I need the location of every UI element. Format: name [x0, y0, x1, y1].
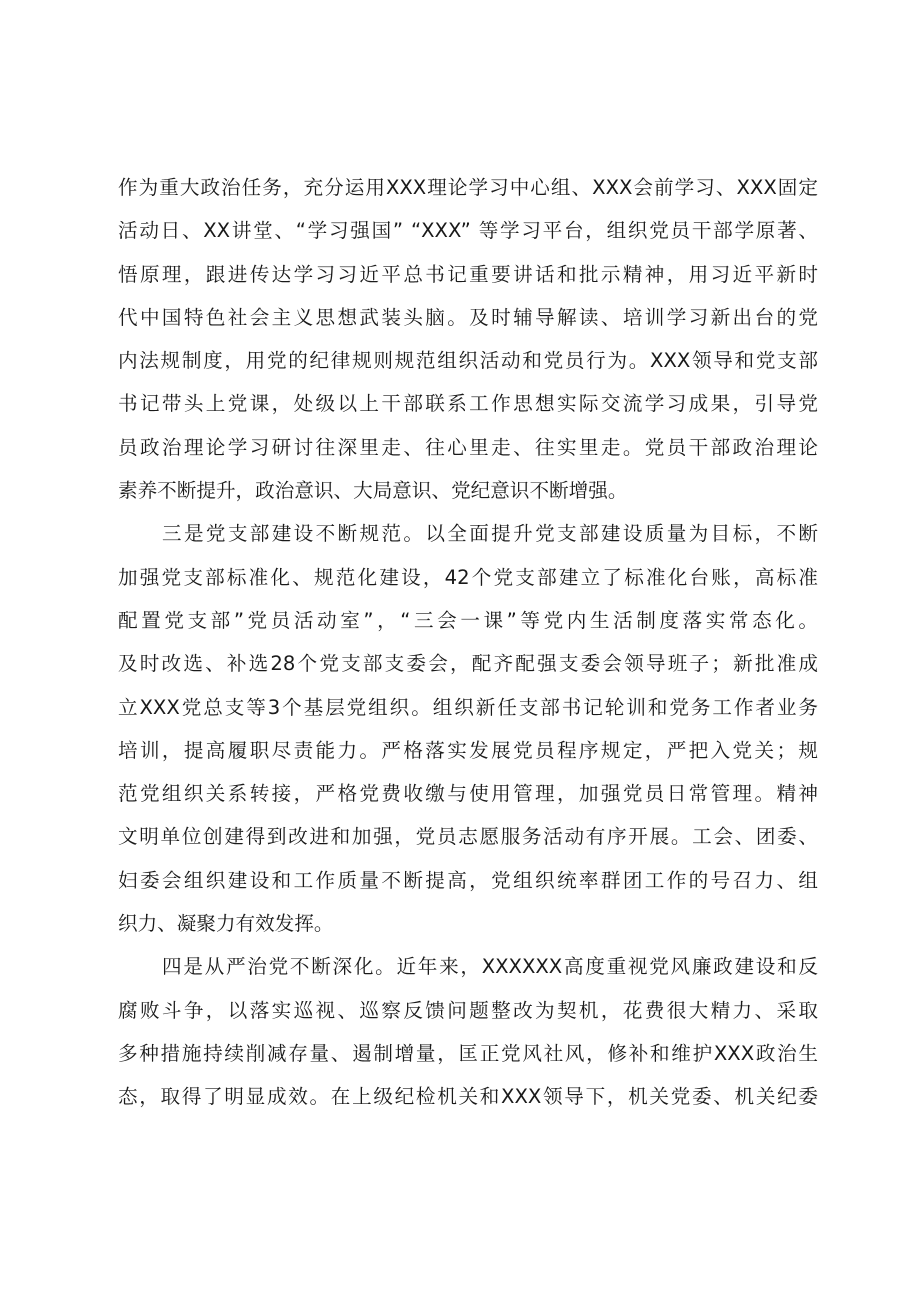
body-text — [118, 166, 818, 1119]
text-line: 妇委会组织建设和工作质量不断提高，党组织统率群团工作的号召力、组 — [118, 868, 818, 892]
text-line: 活动日、XX讲堂、“学习强国” “XXX” 等学习平台，组织党员干部学原著、 — [118, 219, 818, 243]
text-line: 立XXX党总支等3个基层党组织。组织新任支部书记轮训和党务工作者业务 — [118, 695, 818, 719]
text-line: 悟原理，跟进传达学习习近平总书记重要讲话和批示精神，用习近平新时 — [118, 262, 818, 286]
text-line: 内法规制度，用党的纪律规则规范组织活动和党员行为。XXX领导和党支部 — [118, 349, 818, 373]
text-line: 加强党支部标准化、规范化建设，42个党支部建立了标准化台账，高标准 — [118, 565, 818, 589]
text-line: 腐败斗争，以落实巡视、巡察反馈问题整改为契机，花费很大精力、采取 — [118, 998, 818, 1022]
paragraph-branch-building — [118, 512, 818, 945]
text-line: 三是党支部建设不断规范。以全面提升党支部建设质量为目标，不断 — [162, 522, 818, 546]
text-line: 员政治理论学习研讨往深里走、往心里走、往实里走。党员干部政治理论 — [118, 435, 818, 459]
paragraph-study — [118, 166, 818, 512]
text-line: 范党组织关系转接，严格党费收缴与使用管理，加强党员日常管理。精神 — [118, 782, 818, 806]
text-line: 文明单位创建得到改进和加强，党员志愿服务活动有序开展。工会、团委、 — [118, 825, 818, 849]
text-line: 配置党支部”党员活动室”，“三会一课”等党内生活制度落实常态化。 — [118, 608, 818, 632]
text-line: 态，取得了明显成效。在上级纪检机关和XXX领导下，机关党委、机关纪委 — [118, 1085, 818, 1109]
text-line: 培训，提高履职尽责能力。严格落实发展党员程序规定，严把入党关；规 — [118, 738, 818, 762]
text-line: 代中国特色社会主义思想武装头脑。及时辅导解读、培训学习新出台的党 — [118, 305, 818, 329]
text-line: 多种措施持续削减存量、遏制增量，匡正党风社风，修补和维护XXX政治生 — [118, 1041, 818, 1065]
text-line: 素养不断提升，政治意识、大局意识、党纪意识不断增强。 — [118, 479, 628, 503]
paragraph-strict-governance — [118, 945, 818, 1118]
text-line: 书记带头上党课，处级以上干部联系工作思想实际交流学习成果，引导党 — [118, 392, 818, 416]
text-line: 及时改选、补选28个党支部支委会，配齐配强支委会领导班子；新批准成 — [118, 652, 818, 676]
text-line: 织力、凝聚力有效发挥。 — [118, 912, 334, 936]
text-line: 作为重大政治任务，充分运用XXX理论学习中心组、XXX会前学习、XXX固定 — [118, 176, 818, 199]
text-line: 四是从严治党不断深化。近年来，XXXXXX高度重视党风廉政建设和反 — [162, 955, 818, 979]
